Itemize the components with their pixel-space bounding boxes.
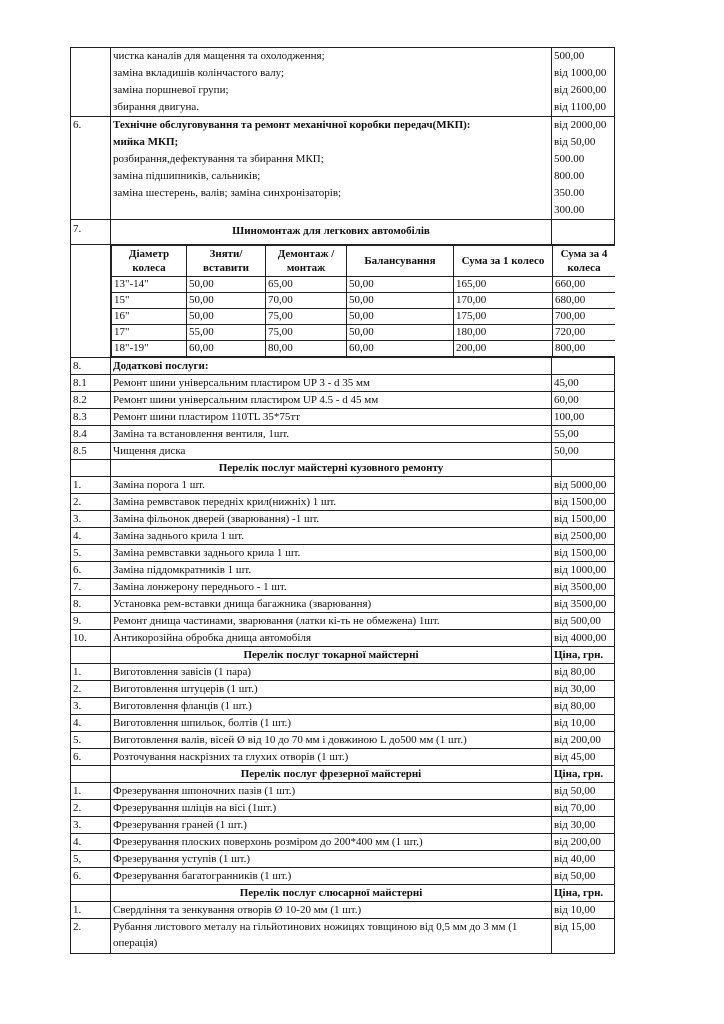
table-cell: 75,00 [266,309,347,325]
column-header: Балансування [347,246,454,277]
service-row [71,902,615,919]
price-cell: від 50,00 [552,783,615,800]
price-cell: від 40,00 [552,851,615,868]
service-description: Фрезерування граней (1 шт.) [111,817,552,834]
price-cell: від 200,00 [552,732,615,749]
price-cell: 60,00 [552,392,615,409]
line-price: від 2000,00 [554,119,607,131]
row-number: 7. [71,220,111,245]
tires-header-row [112,246,615,277]
table-cell: 55,00 [187,325,266,341]
price-cell [552,48,615,117]
service-description: Ремонт шини пластиром 110TL 35*75тт [111,409,552,426]
price-cell: 100,00 [552,409,615,426]
service-description: Фрезерування багатогранників (1 шт.) [111,868,552,885]
service-description: Фрезерування шліців на вісі (1шт.) [111,800,552,817]
row-number [71,766,111,783]
service-row [71,562,615,579]
line-label: заміна підшипників, сальників; [113,170,261,182]
tires-table [111,245,615,357]
line-price: від 1100,00 [554,101,606,113]
row-number: 8.5 [71,443,111,460]
table-cell: 175,00 [454,309,553,325]
service-description: Заміна лонжерону переднього - 1 шт. [111,579,552,596]
table-cell: 18"-19" [112,341,187,357]
tires-row [112,277,615,293]
column-header: Демонтаж / монтаж [266,246,347,277]
price-cell: від 1500,00 [552,494,615,511]
service-row [71,817,615,834]
table-cell: 50,00 [187,293,266,309]
price-cell: від 4000,00 [552,630,615,647]
price-cell: 45,00 [552,375,615,392]
row-number [71,647,111,664]
table-cell: 65,00 [266,277,347,293]
column-header: Діаметр колеса [112,246,187,277]
tires-row [112,341,615,357]
line-label: мийка МКП; [113,136,179,148]
table-cell: 720,00 [553,325,615,341]
service-description [111,117,552,220]
service-description: Ремонт шини універсальним пластиром UP 4.5 - d 45 мм [111,392,552,409]
price-cell: 55,00 [552,426,615,443]
row-number [71,885,111,902]
row-number: 6. [71,562,111,579]
row-number: 8. [71,596,111,613]
table-cell: 680,00 [553,293,615,309]
service-row [71,732,615,749]
price-cell: від 30,00 [552,681,615,698]
section-title: Перелік послуг майстерні кузовного ремонту [111,460,552,477]
extra-title-row [71,358,615,375]
service-description: Рубання листового металу на гільйотинових ножицях товщиною від 0,5 мм до 3 мм (1 операція) [111,919,552,954]
service-description: Заміна піддомкратників 1 шт. [111,562,552,579]
price-cell [552,358,615,375]
price-cell [552,220,615,245]
service-row [71,715,615,732]
table-cell: 60,00 [187,341,266,357]
service-description: Заміна заднього крила 1 шт. [111,528,552,545]
service-description: Ремонт шини універсальним пластиром UP 3 - d 35 мм [111,375,552,392]
row-number: 1. [71,664,111,681]
table-cell: 50,00 [347,309,454,325]
service-row [71,545,615,562]
row-number: 1. [71,902,111,919]
price-cell: від 500,00 [552,613,615,630]
service-description: Заміна фільонок дверей (зварювання) -1 шт. [111,511,552,528]
price-cell: від 2500,00 [552,528,615,545]
line-price: 500,00 [554,50,585,62]
service-description: Фрезерування шпоночних пазів (1 шт.) [111,783,552,800]
price-cell: 50,00 [552,443,615,460]
table-cell: 170,00 [454,293,553,309]
row-number: 6. [71,117,111,220]
service-row [71,613,615,630]
section-header-row [71,460,615,477]
price-cell: від 45,00 [552,749,615,766]
price-table [70,47,615,954]
price-cell: від 200,00 [552,834,615,851]
service-description: Виготовлення валів, вісей Ø від 10 до 70 мм і довжиною L до500 мм (1 шт.) [111,732,552,749]
service-row [71,426,615,443]
row-number: 2. [71,800,111,817]
row-number: 3. [71,511,111,528]
column-header: Зняти/ вставити [187,246,266,277]
line-label: збирання двигуна. [113,101,200,113]
service-row [71,477,615,494]
service-row [71,409,615,426]
price-cell [552,117,615,220]
service-description: Свердління та зенкування отворів Ø 10-20 мм (1 шт.) [111,902,552,919]
table-cell: 200,00 [454,341,553,357]
tires-row [112,309,615,325]
line-label: заміна шестерень, валів; заміна синхронізаторів; [113,187,342,199]
service-description: Заміна порога 1 шт. [111,477,552,494]
price-cell: від 10,00 [552,715,615,732]
service-description: Виготовлення фланців (1 шт.) [111,698,552,715]
column-header: Сума за 4 колеса [553,246,615,277]
section-title: Шиномонтаж для легкових автомобілів [111,220,552,245]
line-price: 350.00 [554,187,585,199]
line-price: від 1000,00 [554,67,607,79]
table-cell: 17" [112,325,187,341]
price-header: Ціна, грн. [552,647,615,664]
price-cell: від 5000,00 [552,477,615,494]
row-number: 2. [71,919,111,954]
price-cell: від 30,00 [552,817,615,834]
row-number: 8.2 [71,392,111,409]
price-header: Ціна, грн. [552,766,615,783]
price-header [552,460,615,477]
section-header-row [71,885,615,902]
tires-row [112,293,615,309]
section-title: Перелік послуг фрезерної майстерні [111,766,552,783]
table-cell: 800,00 [553,341,615,357]
row-number: 10. [71,630,111,647]
line-price: від 2600,00 [554,84,607,96]
service-description: Розточування наскрізних та глухих отворів (1 шт.) [111,749,552,766]
row-number: 9. [71,613,111,630]
service-description: Фрезерування плоских поверхонь розміром до 200*400 мм (1 шт.) [111,834,552,851]
service-description: Ремонт днища частинами, зварювання (латки кі-ть не обмежена) 1шт. [111,613,552,630]
row-number: 8.4 [71,426,111,443]
table-cell: 70,00 [266,293,347,309]
service-row [71,579,615,596]
line-label: чистка каналів для мащення та охолодження; [113,50,325,62]
row-number: 6. [71,749,111,766]
table-cell: 660,00 [553,277,615,293]
table-cell: 50,00 [187,277,266,293]
service-row [71,851,615,868]
column-header: Сума за 1 колесо [454,246,553,277]
section-header-row [71,647,615,664]
row-number: 2. [71,681,111,698]
table-cell: 165,00 [454,277,553,293]
service-row [71,749,615,766]
service-row [71,681,615,698]
price-cell: від 1500,00 [552,511,615,528]
table-cell: 180,00 [454,325,553,341]
engine-continued-row [71,48,615,117]
line-label [113,202,549,219]
service-description: Заміна ремвставки заднього крила 1 шт. [111,545,552,562]
price-cell: від 15,00 [552,919,615,954]
service-row [71,834,615,851]
price-cell: від 3500,00 [552,579,615,596]
service-row [71,528,615,545]
table-cell: 16" [112,309,187,325]
table-cell: 15" [112,293,187,309]
service-description: Чищення диска [111,443,552,460]
service-row [71,443,615,460]
row-number [71,245,111,358]
tires-table-row [71,245,615,358]
service-row [71,698,615,715]
table-cell: 50,00 [187,309,266,325]
price-cell: від 50,00 [552,868,615,885]
line-price: від 50,00 [554,136,596,148]
price-cell: від 10,00 [552,902,615,919]
table-cell: 75,00 [266,325,347,341]
row-number: 4. [71,834,111,851]
service-row [71,511,615,528]
service-description: Виготовлення завісів (1 пара) [111,664,552,681]
service-row [71,392,615,409]
service-row [71,375,615,392]
row-number: 5. [71,732,111,749]
row-number: 1. [71,783,111,800]
tires-title-row [71,220,615,245]
service-row [71,919,615,954]
price-cell: від 70,00 [552,800,615,817]
price-cell: від 1500,00 [552,545,615,562]
table-cell: 13"-14" [112,277,187,293]
service-row [71,494,615,511]
service-description: Антикорозійна обробка днища автомобіля [111,630,552,647]
row-number: 8.1 [71,375,111,392]
service-description: Заміна та встановлення вентиля, 1шт. [111,426,552,443]
table-cell: 50,00 [347,293,454,309]
section-title: Перелік послуг токарної майстерні [111,647,552,664]
line-price: 500.00 [554,153,585,165]
row-number: 3. [71,817,111,834]
service-description: Фрезерування уступів (1 шт.) [111,851,552,868]
section-header-row [71,766,615,783]
line-price: 300.00 [554,204,585,216]
row-number: 1. [71,477,111,494]
service-row [71,630,615,647]
row-number: 7. [71,579,111,596]
row-number: 8.3 [71,409,111,426]
service-row [71,800,615,817]
service-row [71,868,615,885]
row-number: 8. [71,358,111,375]
table-cell: 80,00 [266,341,347,357]
line-label: заміна поршневої групи; [113,84,229,96]
row-number: 2. [71,494,111,511]
row-number [71,460,111,477]
table-cell: 700,00 [553,309,615,325]
service-description: Заміна ремвставок передніх крил(нижніх) 1 шт. [111,494,552,511]
service-row [71,596,615,613]
table-cell: 50,00 [347,277,454,293]
section-title: Технічне обслуговування та ремонт механічної коробки передач(МКП): [113,119,471,131]
line-label: розбирання,дефектування та збирання МКП; [113,153,324,165]
price-cell: від 3500,00 [552,596,615,613]
row-number: 4. [71,528,111,545]
price-list-document [70,47,614,954]
service-description: Виготовлення штуцерів (1 шт.) [111,681,552,698]
service-row [71,664,615,681]
service-description: Установка рем-вставки днища багажника (зварювання) [111,596,552,613]
section-title: Перелік послуг слюсарної майстерні [111,885,552,902]
gearbox-row [71,117,615,220]
service-description [111,48,552,117]
line-price: 800.00 [554,170,585,182]
row-number: 5. [71,545,111,562]
row-number: 4. [71,715,111,732]
tires-row [112,325,615,341]
price-cell: від 80,00 [552,664,615,681]
row-number: 3. [71,698,111,715]
table-cell: 50,00 [347,325,454,341]
price-cell: від 80,00 [552,698,615,715]
tires-table-holder [111,245,615,358]
price-header: Ціна, грн. [552,885,615,902]
service-description: Виготовлення шпильок, болтів (1 шт.) [111,715,552,732]
row-number: 5, [71,851,111,868]
section-title: Додаткові послуги: [111,358,552,375]
line-label: заміна вкладишів колінчастого валу; [113,67,285,79]
row-number [71,48,111,117]
row-number: 6. [71,868,111,885]
table-cell: 60,00 [347,341,454,357]
service-row [71,783,615,800]
price-cell: від 1000,00 [552,562,615,579]
